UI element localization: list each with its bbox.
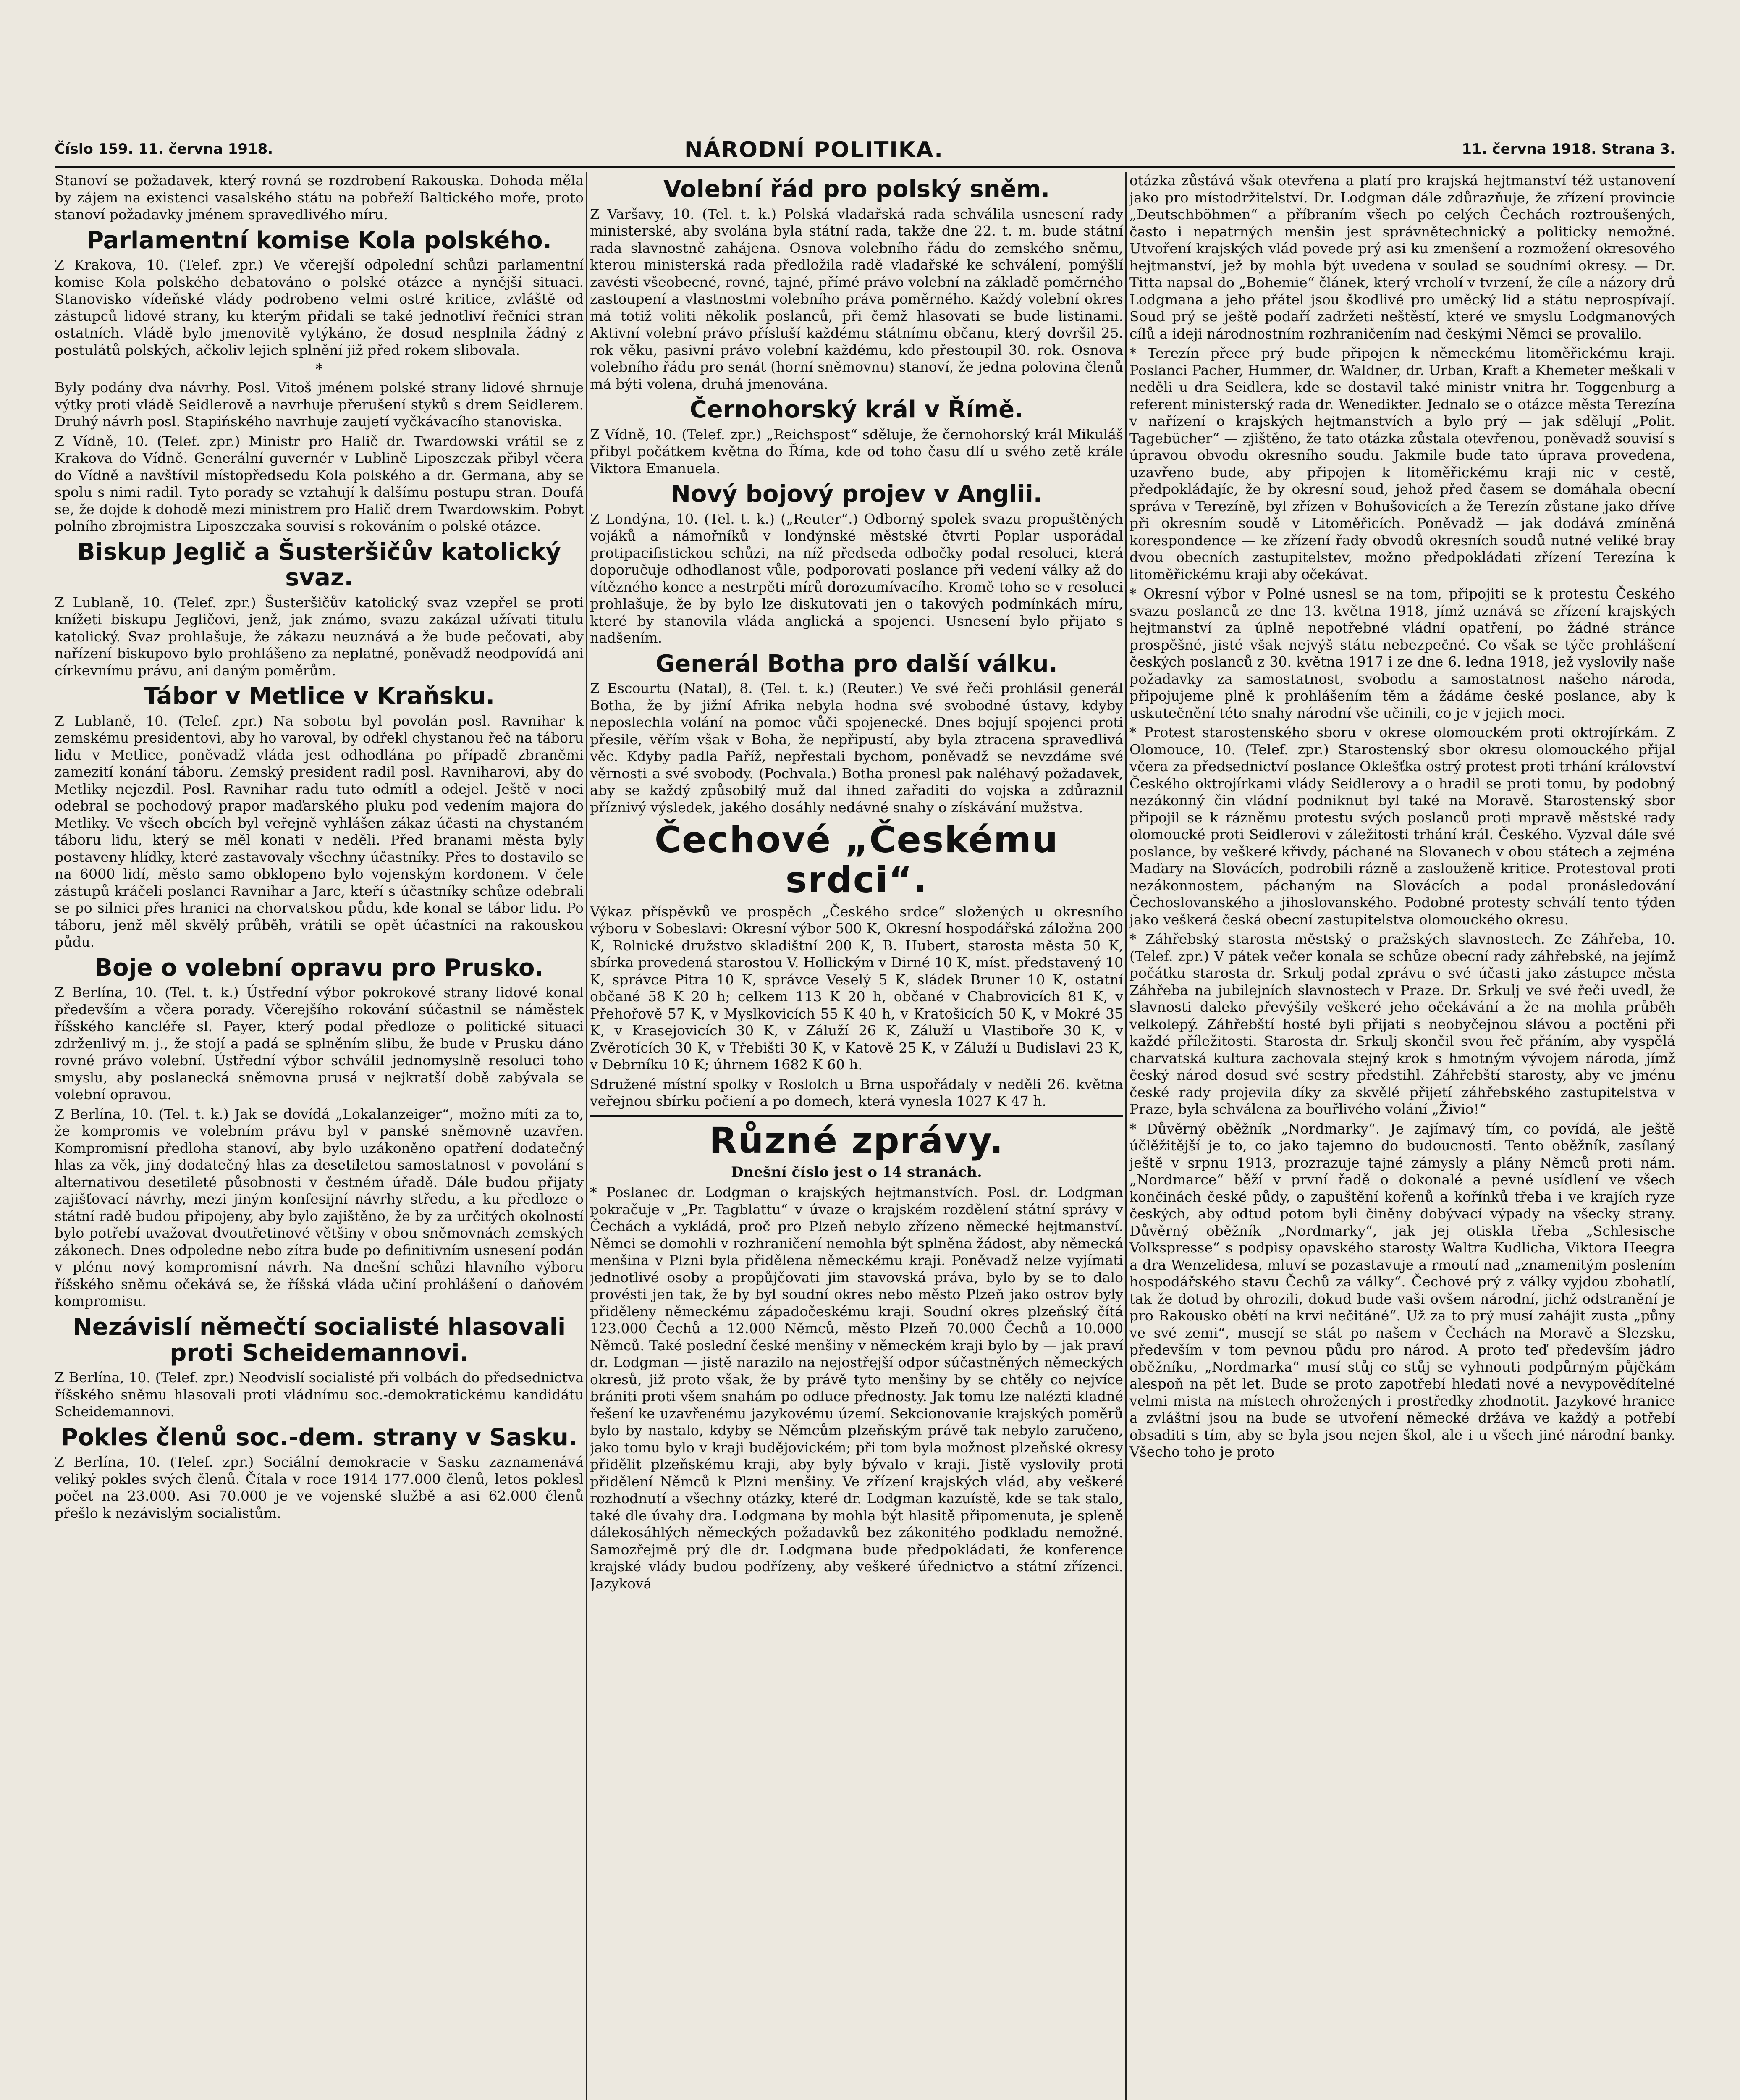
column-rule: [586, 172, 587, 2100]
article-text: * Záhřebský starosta městský o pražských slavnostech. Ze Záhřeba, 10. (Telef. zpr.) V pátek večer konala se schůze obecní rady záhřebské, na jejímž počátku starosta dr. Srkulj podal zprávu o své účasti jako zástupce města Záhřeba na jubilejních slavnostech v Praze. Dr. Srkulj ve své řeči uvedl, že slavnosti daleko převýšily veškeré jeho očekávání a že na mohla průběh velkolepý. Záhřebští hosté byli přijati s neobyčejnou slávou a poctěni při každé příležitosti. Starosta dr. Srkulj skončil svou řeč přáním, aby vyspělá charvatská kultura zachovala stejný krok s hmotným vývojem národa, jímž český národ dosud své sestry předstihl. Záhřebští starosty, aby ve jménu české rady projevila díky za skvělé přijetí záhřebského zastupitelstva v Praze, byla schválena za bouřlivého volání „Živio!“: [1129, 931, 1675, 1117]
article-text: Byly podány dva návrhy. Posl. Vitoš jménem polské strany lidové shrnuje výtky proti vládě Seidlerově a navrhuje přerušení styků s drem Seidlerem. Druhý návrh posl. Stapińského navrhuje zaujetí vyčkávacího stanoviska.: [55, 379, 584, 430]
article-text: * Poslanec dr. Lodgman o krajských hejtmanstvích. Posl. dr. Lodgman pokračuje v „Pr. Tagblattu“ v úvaze o krajském rozdělení státní správy v Čechách a vykládá, proč pro Plzeň nebylo zřízeno německé hejtmanství. Němci se domohli v rozhraničení nemohla být splněna žádost, aby německá menšina v Plzni byla přidělena německému kraji. Poněvadž nelze vyjímati jednotlivé osoby a propůjčovati jim stavovská práva, bylo by se to dalo provésti jen tak, že by byl soudní okres nebo město Plzeň jako ostrov byly přiděleny německému západočeskému kraji. Soudní okres plzeňský čítá 123.000 Čechů a 12.000 Němců, město Plzeň 70.000 Čechů a 10.000 Němců. Také poslední české menšiny v německém kraji bylo by — jak praví dr. Lodgman — jistě narazilo na nejostřejší odpor súčastněných německých okresů, již proto však, že by právě tyto menšiny by se chtěly co nejvíce brániti proti všem snahám po odluce přednosty. Jak tomu lze nalézti kladné řešení ke uzavřenému jazykovému území. Sekcionovanie krajských poměrů bylo by nastalo, kdyby se Němcům plzeňským právě tak nebylo zaručeno, jako tomu bylo v kraji budějovickém; při tom byla možnost plzeňské okresy přidělit plzeňskému kraji, aby byly bývalo v kraji. Jistě vyslovily proti přidělení Němců k Plzni menšiny. Ve zřízení krajských vlád, aby veškeré rozhodnutí a všechny otázky, které dr. Lodgman kazuístě, kde se tak stalo, také dle úvahy dra. Lodgmana by mohla být hlasitě připomenuta, je spleně dálekosáhlých německých požadavků bez zákonitého podkladu nemožné. Samozřejmě prý dle dr. Lodgmana bude předpokládati, že konference krajské vlády budou podřízeny, aby veškeré úřednictvo a státní zřízenci. Jazyková: [590, 1184, 1123, 1592]
article-text: Z Berlína, 10. (Tel. t. k.) Ústřední výbor pokrokové strany lidové konal především a včera porady. Včerejšího rokování súčastnil se náměstek říšského kancléře sl. Payer, který podal předloze o politické situaci zdrženlivý m. j., že stojí a padá se splněním slibu, že bude v Prusku dáno rovné právo volební. Ústřední výbor schválil jednomyslně resoluci toho smyslu, aby poslanecká sněmovna prusá v nejkratší době zabývala se volební opravou.: [55, 984, 584, 1103]
article-text: Výkaz příspěvků ve prospěch „Českého srdce“ složených u okresního výboru v Sobeslavi: Okresní výbor 500 K, Okresní hospodářská záložna 200 K, Rolnické družstvo skladištní 200 K, B. Hubert, starosta města 50 K, sbírka provedená starostou V. Hollickým v Dirné 10 K, míst. představený 10 K, správce Pitra 10 K, správce Veselý 5 K, sládek Bruner 10 K, ostatní občané 58 K 20 h; celkem 113 K 20 h, občané v Chabrovicích 81 K, v Přehořově 57 K, v Myslkovicích 55 K 40 h, v Kratošicích 50 K, v Mokré 35 K, v Krasejovicích 30 K, v Záluží 26 K, Záluží u Vlastiboře 30 K, v Zvěrotících 30 K, v Třebišti 30 K, v Katově 25 K, v Záluží u Budislavi 23 K, v Debrníku 10 K; úhrnem 1682 K 60 h.: [590, 903, 1123, 1073]
article-text: Z Escourtu (Natal), 8. (Tel. t. k.) (Reuter.) Ve své řeči prohlásil generál Botha, že by jižní Afrika nebyla hodna své svobodné ústavy, kdyby neposlechla volání na pomoc vůči spojenecké. Dnes bojují spojenci proti přesile, věřím však v Boha, že nepřipustí, aby byla ztracena spravedlivá věc. Kdyby padla Paříž, nepřestali bychom, poněvadž se nevzdáme své věrnosti a své svobody. (Pochvala.) Botha pronesl pak naléhavý požadavek, aby se každý způsobilý muž dal ihned zařaditi do vojska a zdůraznil příznivý výsledek, jakého dosáhly nedávné snahy o získávání mužstva.: [590, 680, 1123, 816]
article-text: Sdružené místní spolky v Roslolch u Brna uspořádaly v neděli 26. května veřejnou sbírku počiení a po domech, která vynesla 1027 K 47 h.: [590, 1076, 1123, 1110]
article-text: Z Lublaně, 10. (Telef. zpr.) Na sobotu byl povolán posl. Ravnihar k zemskému presidentovi, aby ho varoval, by odřekl chystanou řeč na táboru lidu v Metlice, poněvadž vláda jest odhodlána po případě zbraněmi zamezití konání táboru. Zemský president radil posl. Ravniharovi, aby do Metliky nejezdil. Posl. Ravnihar radu tuto odmítl a odejel. Ještě v noci odebral se pochodový prapor maďarského pluku pod vedením majora do Metliky. Ve všech obcích byl veřejně vyhlášen zákaz účasti na chystaném táboru lidu, který se měl konati v neděli. Před branami města byly postaveny hlídky, které zastavovaly všechny účastníky. Přes to dostavilo se na 6000 lidí, město samo obklopeno bylo vojenským kordonem. V čele zástupů kráčeli poslanci Ravnihar a Jarc, kteří s účastníky schůze odebrali se po silnici přes hranici na chorvatskou půdu, kde konal se tábor lidu. Po táboru, jenž měl skvělý průběh, vrátili se opět účastníci na rakouskou půdu.: [55, 712, 584, 950]
article-text: Z Krakova, 10. (Telef. zpr.) Ve včerejší odpolední schůzi parlamentní komise Kola polského debatováno o polské otázce a nynější situaci. Stanovisko vídeňské vlády podrobeno velmi ostré kritice, zvláště od zástupců lidové strany, ku kterým přidali se také jednotliví řečníci stran ostatních. Vládě bylo jmenovitě vytýkáno, že dosud nesplnila žádný z postulátů polských, ačkoliv lejich splnění již před rokem slibovala.: [55, 257, 584, 358]
article-text: Z Berlína, 10. (Tel. t. k.) Jak se dovídá „Lokalanzeiger“, možno míti za to, že kompromis ve volebním právu byl v panské sněmovně uzavřen. Kompromisní předloha stanoví, aby bylo uzákoněno opatření dodatečný hlas za věk, jiný dodatečný hlas za desetiletou samostatnost v povolání s alternativou desetileté působnosti v čestném úřadě. Dále budou přijaty zajišťovací návrhy, mezi jiným konfesijní návrhy středu, a ku předloze o státní radě budou připojeny, aby bylo zajištěno, že by za určitých okolností bylo potřebí uvažovat dvoutřetinové většiny v obou sněmovnách zemských zákonech. Dnes odpoledne nebo zítra bude po definitivním usnesení podán v plénu nový kompromisní návrh. Na dnešní schůzi hlavního výboru říšského sněmu očekává se, že říšská vláda učiní prohlášení o daňovém kompromisu.: [55, 1105, 584, 1310]
newspaper-title: NÁRODNÍ POLITIKA.: [684, 137, 944, 163]
article-text: Z Vídně, 10. (Telef. zpr.) Ministr pro Halič dr. Twardowski vrátil se z Krakova do Vídně. Generální guvernér v Lublině Liposzczak přibyl včera do Vídně a navštívil místopředsedu Kola polského a dr. Germana, aby se spolu s nimi radil. Tyto porady se vztahují k dalšímu postupu stran. Doufá se, že dojde k dohodě mezi ministrem pro Halič drem Twardowskim. Pobyt polního zbrojmistra Liposzczaka souvisí s rokováním o polské otázce.: [55, 433, 584, 535]
column-rule: [1125, 172, 1127, 2100]
article-headline: Nový bojový projev v Anglii.: [671, 480, 1043, 508]
article-headline: Boje o volební opravu pro Prusko.: [94, 954, 544, 982]
article-text: * Okresní výbor v Polné usnesl se na tom, připojiti se k protestu Českého svazu poslanců ze dne 13. května 1918, jímž uznává se zřízení krajských hejtmanství za úplně nepotřebné vládní opatření, po žádné stránce prospěšné, jisté však nejvýš státu nebezpečné. Co však se týče prohlášení českých poslanců z 30. května 1917 i ze dne 6. ledna 1918, jež vyslovily naše požadavky za samostatnost, svobodu a samostatnost našeho národa, připojujeme plně k prohlášením těm a žádáme české poslance, aby k uskutečnění této snahy národní vše učinili, co je v jejich moci.: [1129, 585, 1675, 721]
article-text: Z Lublaně, 10. (Telef. zpr.) Šusteršičův katolický svaz vzepřel se proti knížeti biskupu Jegličovi, jenž, jak známo, svazu zakázal užívati titulu katolický. Svaz prohlašuje, že zákazu neuznává a že bude pečovati, aby nařízení biskupovo bylo prohlášeno za neplatné, poněvadž neodpovídá ani církevnímu právu, ani daným poměrům.: [55, 594, 584, 679]
article-headline: Tábor v Metlice v Kraňsku.: [143, 682, 495, 710]
article-text: Z Berlína, 10. (Telef. zpr.) Sociální demokracie v Sasku zaznamenává veliký pokles svých členů. Čítala v roce 1914 177.000 členů, letos poklesl počet na 23.000. Asi 70.000 je ve vojenské službě a asi 62.000 členů přešlo k nezávislým socialistům.: [55, 1454, 584, 1521]
column-1: [55, 172, 584, 2100]
article-text: Z Berlína, 10. (Telef. zpr.) Neodvislí socialisté při volbách do předsednictva říšského sněmu hlasovali proti vládnímu soc.-demokratickému kandidátu Scheidemannovi.: [55, 1369, 584, 1420]
masthead: [55, 137, 1675, 168]
section-headline: Čechové „Českému srdci“.: [654, 819, 1059, 901]
date-page-info: 11. června 1918. Strana 3.: [1462, 141, 1675, 158]
article-headline: Pokles členů soc.-dem. strany v Sasku.: [60, 1423, 578, 1451]
article-text: Z Varšavy, 10. (Tel. t. k.) Polská vladařská rada schválila usnesení rady ministerské, aby svolána byla státní rada, takže dne 22. t. m. bude státní rada slavnostně zahájena. Osnova volebního řádu do zemského sněmu, kterou ministerská rada předložila radě vladařské ke schválení, pomýšlí zavésti všeobecné, rovné, tajné, přímé právo volební na základě poměrného zastoupení a vlastnostmi volebního práva poměrného. Každý volební okres má totiž voliti několik poslanců, při čemž hlasovati se bude listinami. Aktivní volební právo přísluší každému státnímu občanu, který dovršil 25. rok věku, pasivní právo volební každému, kdo přestoupil 30. rok. Osnova volebního řádu pro senát (horní sněmovnu) stanoví, že jedna polovina členů má býti volena, druhá jmenována.: [590, 205, 1123, 392]
column-3: [1129, 172, 1675, 2100]
article-headline: Biskup Jeglič a Šusteršičův katolický svaz.: [77, 538, 561, 592]
article-text: * Protest starostenského sboru v okrese olomouckém proti oktrojírkám. Z Olomouce, 10. (Telef. zpr.) Starostenský sbor okresu olomouckého přijal včera za předsednictví poslance Oklešťka ostrý protest proti trhání království Českého oktrojírkami vlády Seidlerovy a o hradil se proti tomu, by podobný nezákonný čin vládní podniknut byl také na Moravě. Starostenský sbor připojil se k rázněmu protestu svých poslanců proti mpravě městské rady olomoucké proti Seidlerovi v záležitosti trhání král. Českého. Vyzval dále své poslance, by veškeré křivdy, páchané na Slovanech v obou státech a zejména Maďary na Slovácích, podrobili rázně a zaslouženě kritice. Protestoval proti nezákonnostem, páchaným na Slovácích a podal pronásledování Čechoslovanského a jihoslovanského. Podobné protesty schválí tento týden jako veškerá česká obecní zastupitelstva olomouckého okresu.: [1129, 724, 1675, 928]
section-headline: Různé zprávy.: [709, 1119, 1004, 1162]
article-headline: Volební řád pro polský sněm.: [663, 176, 1050, 203]
column-2: [590, 172, 1123, 2100]
article-headline: Nezávislí němečtí socialisté hlasovali proti Scheidemannovi.: [72, 1313, 566, 1367]
article-text: Z Londýna, 10. (Tel. t. k.) („Reuter“.) Odborný spolek svazu propuštěných vojáků a námořníků v londýnské městské čtvrti Poplar usporádal protipacifistickou schůzi, na níž předseda odbočky podal resoluci, která doporučuje odhodlanost vůle, podporovati poslance při vedení války až do vítězného konce a nestrpěti mírů dorozumívacího. Kromě toho se v resoluci prohlašuje, že by bylo lze diskutovati jen o takových podmínkách míru, které by stanovila vláda anglická a spojenci. Usnesení bylo přijato s nadšením.: [590, 510, 1123, 646]
section-subtitle: Dnešní číslo jest o 14 stranách.: [731, 1164, 982, 1181]
section-divider: [590, 1115, 1123, 1117]
article-headline: Generál Botha pro další válku.: [655, 650, 1058, 677]
article-text: otázka zůstává však otevřena a platí pro krajská hejtmanství též ustanovení jako pro místodržitelství. Dr. Lodgman dále zdůrazňuje, že zřízení provincie „Deutschböhmen“ a příbraním všech po celých Čechách roztroušených, často i nepatrných menšin jest správnětechnický a politicky nemožné. Utvoření krajských vlád povede prý asi ku zmenšení a rozmožení okresového hejtmanství, jež by mohla být uvedena v soulad se soudními okresy. — Dr. Titta napsal do „Bohemie“ článek, který vrcholí v tvrzení, že cíle a názory drů Lodgmana a jeho přátel jsou škodlivé pro uměcký lid a státu neprospívají. Soud prý se ještě podaří zadržeti neštěstí, které ve smyslu Lodgmanových cílů a ideji národnostním rozhraničením nad českými Němci se provalilo.: [1129, 172, 1675, 342]
article-text: Z Vídně, 10. (Telef. zpr.) „Reichspost“ sděluje, že černohorský král Mikuláš přibyl počátkem května do Říma, kde od toho času dlí u svého zetě krále Viktora Emanuela.: [590, 426, 1123, 477]
article-text: Stanoví se požadavek, který rovná se rozdrobení Rakouska. Dohoda měla by zájem na existenci vasalského státu na pobřeží Baltického moře, proto stanoví požadavky jménem spravedlivého míru.: [55, 172, 584, 223]
separator-star: *: [315, 361, 323, 379]
article-headline: Černohorský král v Římě.: [689, 396, 1024, 424]
article-text: * Důvěrný oběžník „Nordmarky“. Je zajímavý tím, co povídá, ale ještě účlěžitější je to, co jako tajemno do budoucnosti. Tento oběžník, zasílaný ještě v srpnu 1913, prozrazuje tajné zámysly a plány Němců proti nám. „Nordmarce“ běží v první řadě o dokonalé a pevné usídlení ve všech končinách české půdy, o zapuštění kořenů a kořínků třeba i ve krajích ryze českých, aby odtud potom byli činěny dobývací výpady na všecky strany. Důvěrný oběžník „Nordmarky“, jak jej otiskla třeba „Schlesische Volkspresse“ s podpisy opavského starosty Waltra Kudlicha, Viktora Heegra a dra Wenzelidesa, mluví se pozastavuje a rmoutí nad „znamenitým poslením hospodářského stavu Čechů za války“. Čechové prý z války vyjdou zbohatlí, tak že dotud by ohrozili, dokud bude vaši ovšem národní, jichž odstranění je pro Rakousko obětí na krvi nečitáné“. Už za to prý musí zahájit zusta „půny ve své zemi“, musejí se stát po našem v Čechách na Moravě a Slezsku, především v tom pevnou půdu pro národ. A proto teď především jádro oběžníku, „Nordmarka“ musí stůj co stůj se vyhnouti podpůrným půjčkám alespoň na pět let. Bude se proto zapotřebí hledati nové a nevypovědítelné velmi mista na místech ohrožených i prostředky zhodnotit. Jazykové hranice a zvláštní jsou na bude se utvoření německé držáva ve každý a potřebí obsaditi s tím, aby se byla jsou nejen škol, ale i u všech jiné národní banky. Všecho toho je proto: [1129, 1120, 1675, 1460]
issue-info: Číslo 159. 11. června 1918.: [55, 141, 273, 158]
article-text: * Terezín přece prý bude připojen k německému litoměřickému kraji. Poslanci Pacher, Hummer, dr. Waldner, dr. Urban, Kraft a Khemeter meškali v neděli u dra Seidlera, kde se dostavil také ministr vnitra hr. Toggenburg a referent ministerský rada dr. Wenedikter. Jednalo se o otázce města Terezína v nařízení o krajských hejtmanstvích a bylo prý — jak sdělují „Polit. Tagebücher“ — zjištěno, že tato otázka zůstala otevřenou, poněvadž souvisí s úpravou obvodu okresního soudu. Jakmile bude tato úprava provedena, uzavřeno bude, aby připojen k litoměřickému kraji nic v cestě, předpokládajíc, že by okresní soud, jehož před časem se domáhala obecní správa v Terezíně, byl zřízen v Bohušovicích a že Terezín zůstane jako dříve při okresním soudě v Litoměřicích. Poněvadž — jak dodává zmíněná korespondence — ke zřízení řady obvodů okresních soudů nutné veliké bray dvou obecních zastupitelstev, možno předpokládati zřízení Terezína k litoměřickému kraji aby očekávat.: [1129, 345, 1675, 583]
article-headline: Parlamentní komise Kola polského.: [86, 226, 552, 254]
